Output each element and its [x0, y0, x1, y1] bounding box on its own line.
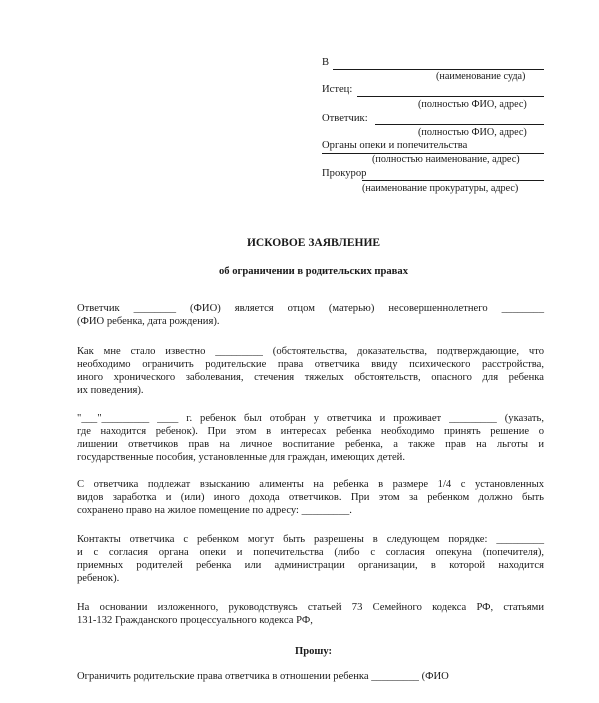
- paragraph-line: ребенок).: [77, 573, 120, 584]
- paragraph-line: необходимо ограничить родительские права ответчика ввиду психического расстройства,: [77, 359, 544, 370]
- paragraph-line: лишении ответчиков прав на личное воспитание ребенка, а также прав на льготы и: [77, 439, 544, 450]
- paragraph-line: Ограничить родительские права ответчика в отношении ребенка _________ (ФИО: [77, 671, 449, 682]
- paragraph-line: 131-132 Гражданского процессуального кодекса РФ,: [77, 615, 313, 626]
- paragraph-line: приемных родителей ребенка или администрации организации, в которой находится: [77, 560, 544, 571]
- paragraph-line: где находится ребенок). При этом в интересах ребенка необходимо принять решение о: [77, 426, 544, 437]
- guardianship-hint: (полностью наименование, адрес): [372, 154, 520, 165]
- defendant-label: Ответчик:: [322, 113, 368, 124]
- paragraph-line: Контакты ответчика с ребенком могут быть разрешены в следующем порядке: _________: [77, 534, 544, 545]
- document-title: ИСКОВОЕ ЗАЯВЛЕНИЕ: [246, 237, 381, 249]
- paragraph-line: На основании изложенного, руководствуясь статьей 73 Семейного кодекса РФ, статьями: [77, 602, 544, 613]
- paragraph-line: Ответчик ________ (ФИО) является отцом (матерью) несовершеннолетнего ________: [77, 303, 544, 314]
- paragraph-line: иного хронического заболевания, стечения тяжелых обстоятельств, опасного для ребенка: [77, 372, 544, 383]
- guardianship-label: Органы опеки и попечительства: [322, 140, 468, 151]
- paragraph-line: видов заработка и (или) иного дохода ответчиков. При этом за ребенком должно быть: [77, 492, 544, 503]
- paragraph-line: Как мне стало известно _________ (обстоятельства, доказательства, подтверждающие, что: [77, 346, 544, 357]
- defendant-hint: (полностью ФИО, адрес): [418, 127, 527, 138]
- paragraph-line: С ответчика подлежат взысканию алименты на ребенка в размере 1/4 с установленных: [77, 479, 544, 490]
- defendant-line: [375, 124, 544, 125]
- document-subtitle: об ограничении в родительских правах: [218, 266, 408, 277]
- prosecutor-hint: (наименование прокуратуры, адрес): [362, 183, 519, 194]
- court-prefix: В: [322, 57, 330, 68]
- paragraph-line: "___"_________ ____ г. ребенок был отобран у ответчика и проживает _________ (указать,: [77, 413, 544, 424]
- paragraph-line: их поведения).: [77, 385, 144, 396]
- court-hint: (наименование суда): [436, 71, 526, 82]
- paragraph-line: сохранено право на жилое помещение по адресу: _________.: [77, 505, 352, 516]
- court-line: [333, 69, 544, 70]
- paragraph-line: и с согласия органа опеки и попечительства (либо с согласия опекуна (попечителя),: [77, 547, 544, 558]
- plaintiff-hint: (полностью ФИО, адрес): [418, 99, 527, 110]
- plaintiff-label: Истец:: [322, 84, 353, 95]
- prosecutor-label: Прокурор: [322, 168, 367, 179]
- paragraph-line: (ФИО ребенка, дата рождения).: [77, 316, 220, 327]
- paragraph-line: государственные пособия, установленные для граждан, имеющих детей.: [77, 452, 405, 463]
- request-heading: Прошу:: [294, 646, 333, 657]
- prosecutor-line: [362, 180, 544, 181]
- plaintiff-line: [357, 96, 544, 97]
